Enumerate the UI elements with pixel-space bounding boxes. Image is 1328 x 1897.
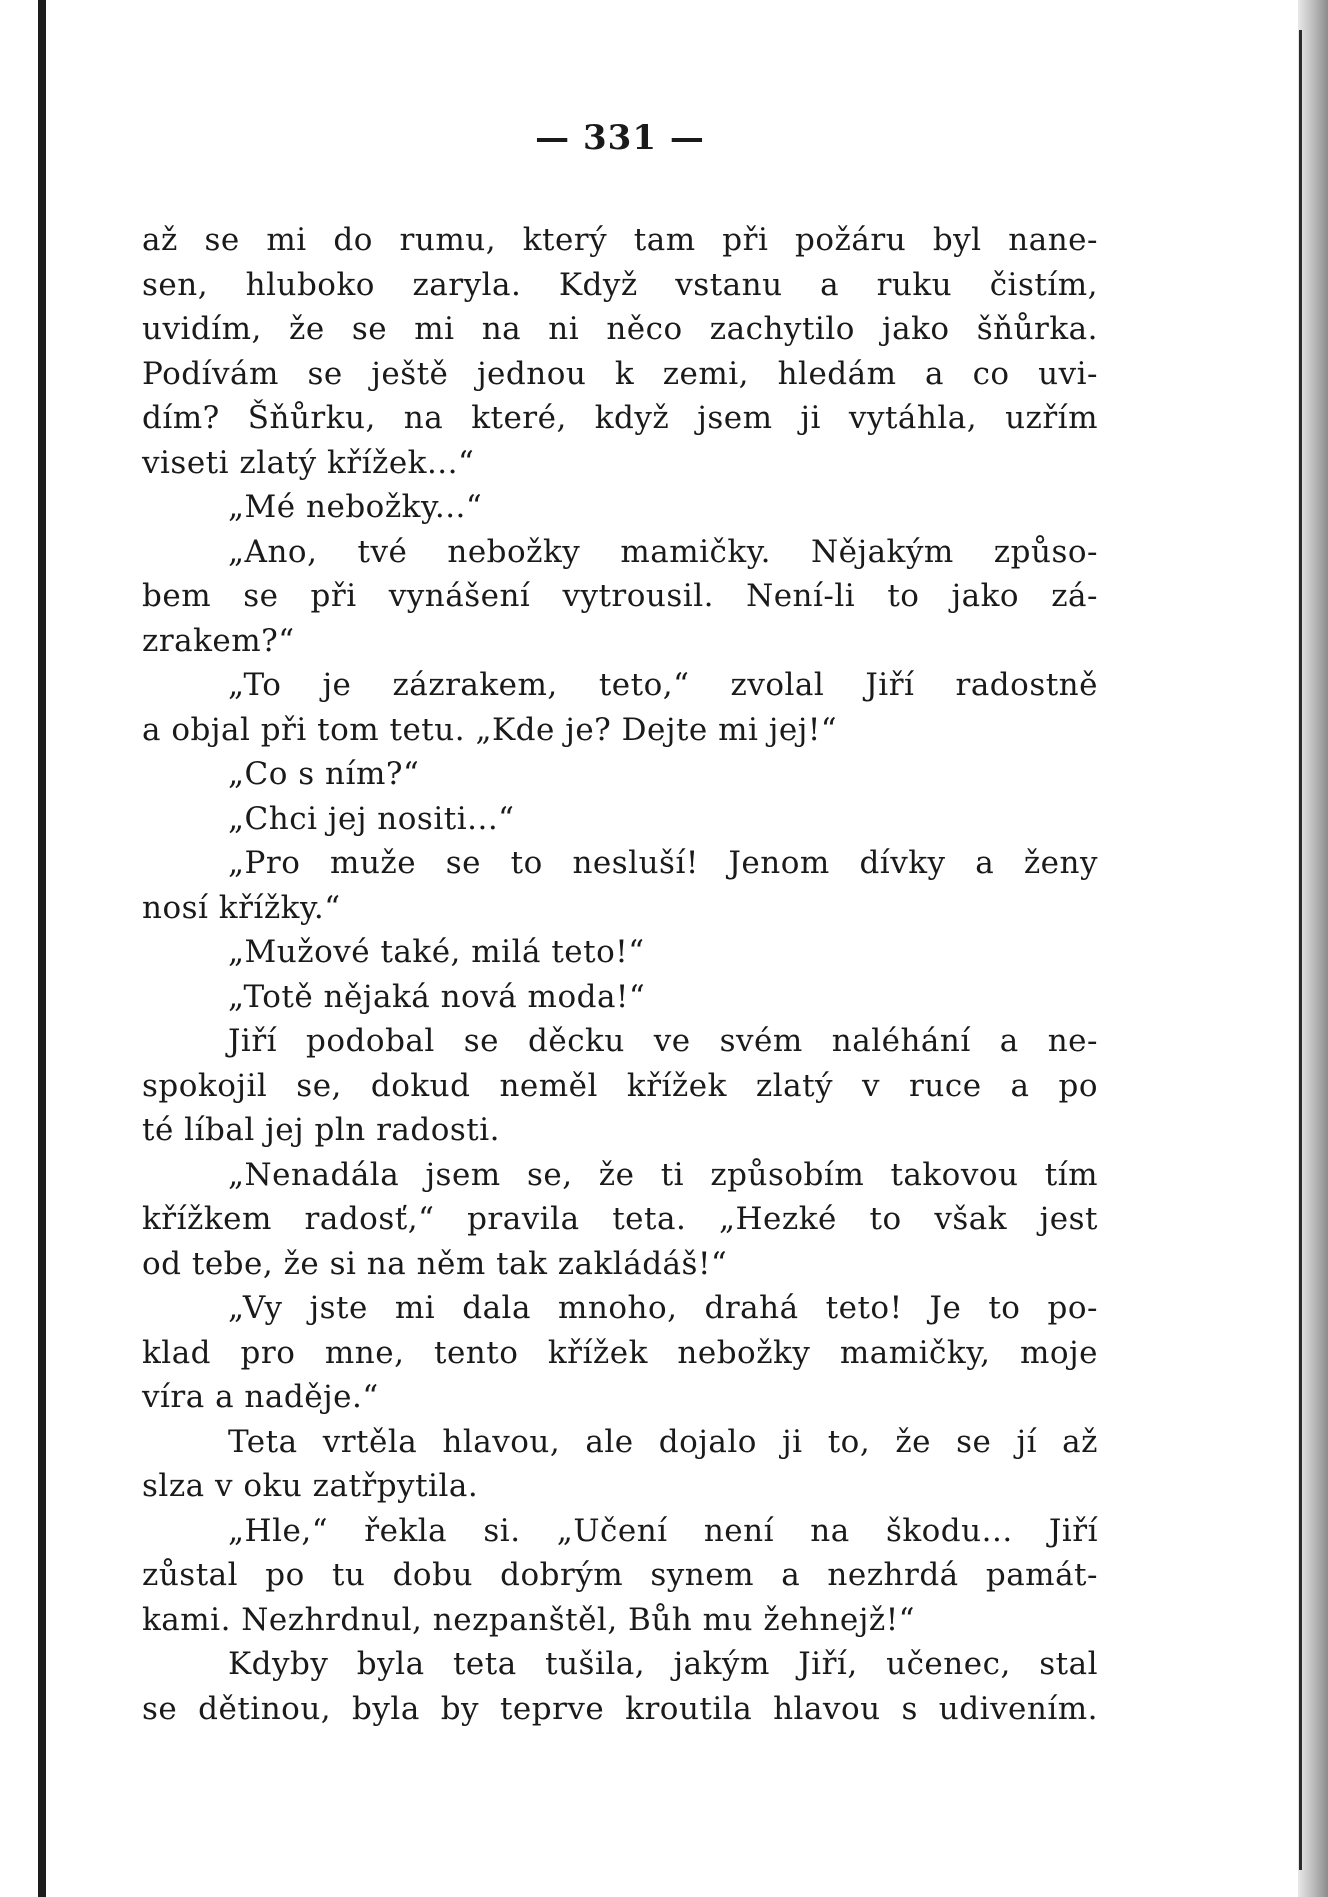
text-line: Jiří podobal se děcku ve svém naléhání a ne- bbox=[228, 1023, 1098, 1059]
text-line: té líbal jej pln radosti. bbox=[142, 1112, 501, 1148]
text-line: „Chci jej nositi...“ bbox=[228, 800, 515, 837]
text-line: „Mé nebožky...“ bbox=[228, 489, 483, 525]
text-line: kami. Nezhrdnul, nezpanštěl, Bůh mu žehnejž!“ bbox=[142, 1601, 916, 1638]
text-line: uvidím, že se mi na ni něco zachytilo jako šňůrka. bbox=[142, 311, 1098, 347]
page-text bbox=[142, 218, 1098, 1731]
text-line: Kdyby byla teta tušila, jakým Jiří, učenec, stal bbox=[228, 1646, 1098, 1682]
text-line: až se mi do rumu, který tam při požáru byl nane- bbox=[142, 222, 1098, 258]
book-page bbox=[142, 118, 1098, 1731]
text-line: se dětinou, byla by teprve kroutila hlavou s udivením. bbox=[142, 1690, 1098, 1727]
text-line: bem se při vynášení vytrousil. Není-li to jako zá- bbox=[142, 578, 1098, 614]
page-number: — 331 — bbox=[535, 118, 705, 158]
text-line: zrakem?“ bbox=[142, 622, 295, 659]
text-line: od tebe, že si na něm tak zakládáš!“ bbox=[142, 1245, 728, 1282]
text-line: „Nenadála jsem se, že ti způsobím takovou tím bbox=[228, 1156, 1098, 1193]
text-line: „Ano, tvé nebožky mamičky. Nějakým způso- bbox=[228, 533, 1098, 570]
text-line: sen, hluboko zaryla. Když vstanu a ruku čistím, bbox=[142, 266, 1098, 303]
page-right-shadow bbox=[1298, 0, 1328, 1897]
text-line: „Co s ním?“ bbox=[228, 756, 420, 792]
text-line: viseti zlatý křížek...“ bbox=[142, 444, 475, 481]
text-line: slza v oku zatřpytila. bbox=[142, 1468, 479, 1504]
text-line: spokojil se, dokud neměl křížek zlatý v ruce a po bbox=[142, 1067, 1098, 1104]
text-line: víra a naděje.“ bbox=[142, 1379, 379, 1415]
binding-edge-line bbox=[38, 0, 46, 1897]
text-line: Podívám se ještě jednou k zemi, hledám a co uvi- bbox=[142, 355, 1098, 392]
text-line: nosí křížky.“ bbox=[142, 889, 341, 926]
text-line: „Mužové také, milá teto!“ bbox=[228, 934, 645, 970]
text-line: „Vy jste mi dala mnoho, drahá teto! Je to po- bbox=[228, 1290, 1098, 1326]
text-line: zůstal po tu dobu dobrým synem a nezhrdá památ- bbox=[142, 1557, 1098, 1593]
text-line: Teta vrtěla hlavou, ale dojalo ji to, že se jí až bbox=[228, 1423, 1098, 1460]
text-line: „Totě nějaká nová moda!“ bbox=[228, 978, 646, 1015]
text-line: „Pro muže se to nesluší! Jenom dívky a ženy bbox=[228, 845, 1098, 881]
page-right-edge-line bbox=[1299, 30, 1302, 1870]
text-line: křížkem radosť,“ pravila teta. „Hezké to však jest bbox=[142, 1201, 1098, 1237]
text-line: „Hle,“ řekla si. „Učení není na škodu... Jiří bbox=[228, 1512, 1098, 1549]
text-line: dím? Šňůrku, na které, když jsem ji vytáhla, uzřím bbox=[142, 400, 1098, 436]
text-line: „To je zázrakem, teto,“ zvolal Jiří radostně bbox=[228, 667, 1098, 703]
text-line: klad pro mne, tento křížek nebožky mamičky, moje bbox=[142, 1334, 1098, 1371]
text-line: a objal při tom tetu. „Kde je? Dejte mi jej!“ bbox=[142, 711, 838, 748]
